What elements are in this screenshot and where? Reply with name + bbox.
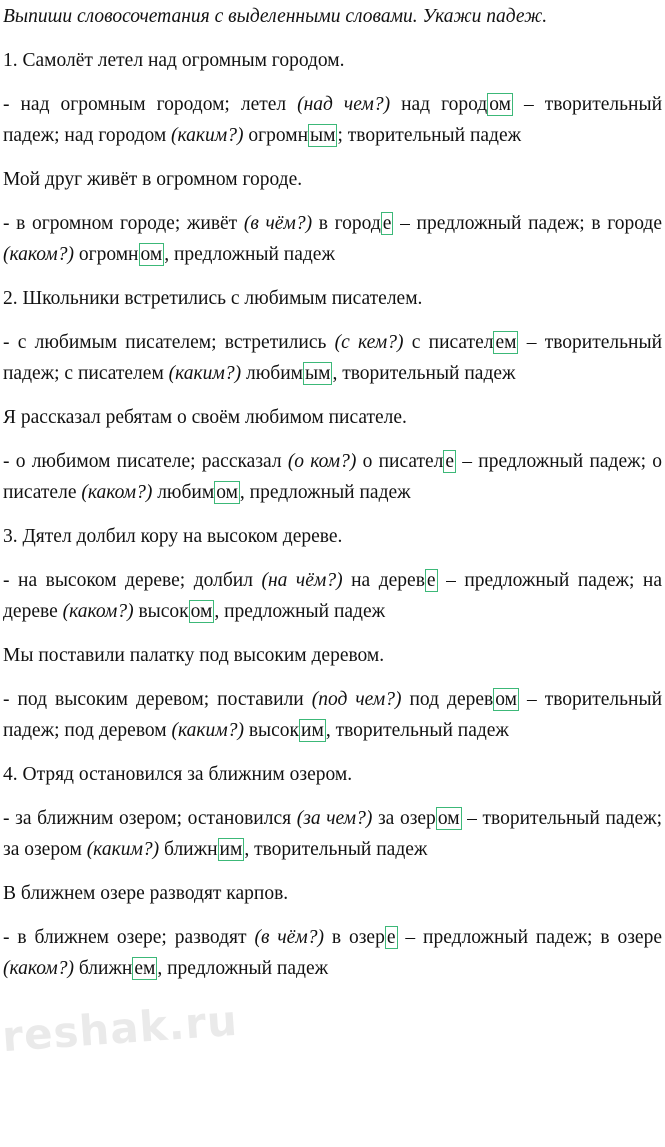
answer-text: – творительный падеж; над городом	[3, 94, 663, 146]
answer-text: - за ближним озером; остановился	[3, 808, 297, 829]
highlighted-ending: ом	[140, 243, 163, 265]
answer-text: – творительный падеж; с писателем	[3, 332, 663, 384]
highlighted-ending: ым	[304, 362, 331, 384]
question-text: (каком?)	[62, 600, 134, 622]
highlighted-ending: ом	[190, 600, 213, 622]
answer-paragraph	[3, 566, 662, 627]
highlighted-ending: им	[219, 838, 243, 860]
example-sentence: 1. Самолёт летел над огромным городом.	[3, 50, 345, 71]
example-sentence: 3. Дятел долбил кору на высоком дереве.	[3, 526, 343, 547]
highlighted-ending: е	[382, 213, 392, 234]
answer-text: в город	[312, 213, 381, 234]
example-sentence: Мы поставили палатку под высоким деревом.	[3, 645, 385, 666]
example-sentence: 2. Школьники встретились с любимым писателем.	[3, 288, 423, 309]
answer-text: - о любимом писателе; рассказал	[3, 451, 288, 472]
answer-text: , творительный падеж	[244, 838, 428, 860]
answer-paragraph	[3, 328, 662, 389]
answer-text: с писател	[403, 332, 494, 353]
question-text: (под чем?)	[311, 689, 402, 710]
answer-text: , творительный падеж	[332, 362, 516, 384]
highlighted-ending: им	[301, 719, 324, 741]
highlighted-ending: ым	[310, 124, 336, 146]
answer-text: на дерев	[342, 570, 425, 591]
question-text: (каким?)	[171, 124, 244, 146]
answer-text: , предложный падеж	[164, 243, 335, 265]
answer-text: - с любимым писателем; встретились	[3, 332, 335, 353]
answer-text: – предложный падеж; на дереве	[3, 570, 662, 622]
question-text: (на чём?)	[261, 570, 343, 591]
answer-paragraph	[3, 90, 662, 151]
question-text: (в чём?)	[254, 927, 324, 948]
answer-text: огромн	[243, 124, 309, 146]
highlighted-ending: е	[445, 451, 455, 472]
answer-text: – предложный падеж; в городе	[393, 213, 662, 234]
answer-paragraph	[3, 447, 662, 508]
exercise-content	[3, 46, 662, 984]
highlighted-ending: ом	[495, 689, 517, 710]
answer-text: над город	[390, 94, 488, 115]
answer-text: - на высоком дереве; долбил	[3, 570, 262, 591]
question-text: (каким?)	[168, 362, 242, 384]
answer-paragraph	[3, 923, 662, 984]
answer-text: в озер	[323, 927, 385, 948]
question-text: (каким?)	[171, 719, 244, 741]
answer-text: о писател	[356, 451, 444, 472]
answer-text: - в ближнем озере; разводят	[3, 927, 255, 948]
example-sentence: Я рассказал ребятам о своём любимом писателе.	[3, 407, 407, 428]
answer-text: , предложный падеж	[239, 481, 411, 503]
answer-text: – творительный падеж; под деревом	[3, 689, 663, 741]
highlighted-ending: ом	[489, 94, 511, 115]
answer-text: ближн	[73, 957, 133, 979]
example-sentence: В ближнем озере разводят карпов.	[3, 883, 289, 904]
answer-text: – предложный падеж; о писателе	[3, 451, 662, 503]
answer-text: за озер	[372, 808, 436, 829]
answer-text: ближн	[159, 838, 218, 860]
answer-text: высок	[243, 719, 300, 741]
question-text: (в чём?)	[243, 213, 313, 234]
answer-text: ; творительный падеж	[337, 124, 522, 146]
answer-text: высок	[133, 600, 189, 622]
task-heading: Выпиши словосочетания с выделенными словами. Укажи падеж.	[3, 6, 548, 27]
highlighted-ending: ем	[495, 332, 517, 353]
question-text: (о ком?)	[287, 451, 357, 472]
answer-text: - в огромном городе; живёт	[3, 213, 244, 234]
highlighted-ending: ом	[216, 481, 238, 503]
highlighted-ending: е	[386, 927, 396, 948]
answer-text: , предложный падеж	[157, 957, 329, 979]
highlighted-ending: ом	[437, 808, 460, 829]
answer-paragraph	[3, 804, 662, 865]
answer-text: – предложный падеж; в озере	[397, 927, 662, 948]
answer-text: любим	[152, 481, 215, 503]
answer-text: - над огромным городом; летел	[3, 94, 298, 115]
answer-text: – творительный падеж; за озером	[3, 808, 662, 860]
answer-text: под дерев	[401, 689, 494, 710]
question-text: (каком?)	[3, 957, 74, 979]
question-text: (за чем?)	[296, 808, 373, 829]
answer-text: - под высоким деревом; поставили	[3, 689, 312, 710]
answer-paragraph	[3, 685, 662, 746]
question-text: (с кем?)	[334, 332, 404, 353]
highlighted-ending: е	[426, 570, 436, 591]
watermark: reshak.ru	[0, 995, 240, 1062]
question-text: (каким?)	[86, 838, 160, 860]
example-sentence: Мой друг живёт в огромном городе.	[3, 169, 303, 190]
answer-text: огромн	[73, 243, 139, 265]
example-sentence: 4. Отряд остановился за ближним озером.	[3, 764, 353, 785]
question-text: (каком?)	[81, 481, 153, 503]
answer-paragraph	[3, 209, 662, 270]
answer-text: , творительный падеж	[325, 719, 509, 741]
answer-text: любим	[241, 362, 303, 384]
question-text: (над чем?)	[297, 94, 391, 115]
answer-text: , предложный падеж	[214, 600, 386, 622]
highlighted-ending: ем	[134, 957, 156, 979]
question-text: (каком?)	[3, 243, 74, 265]
